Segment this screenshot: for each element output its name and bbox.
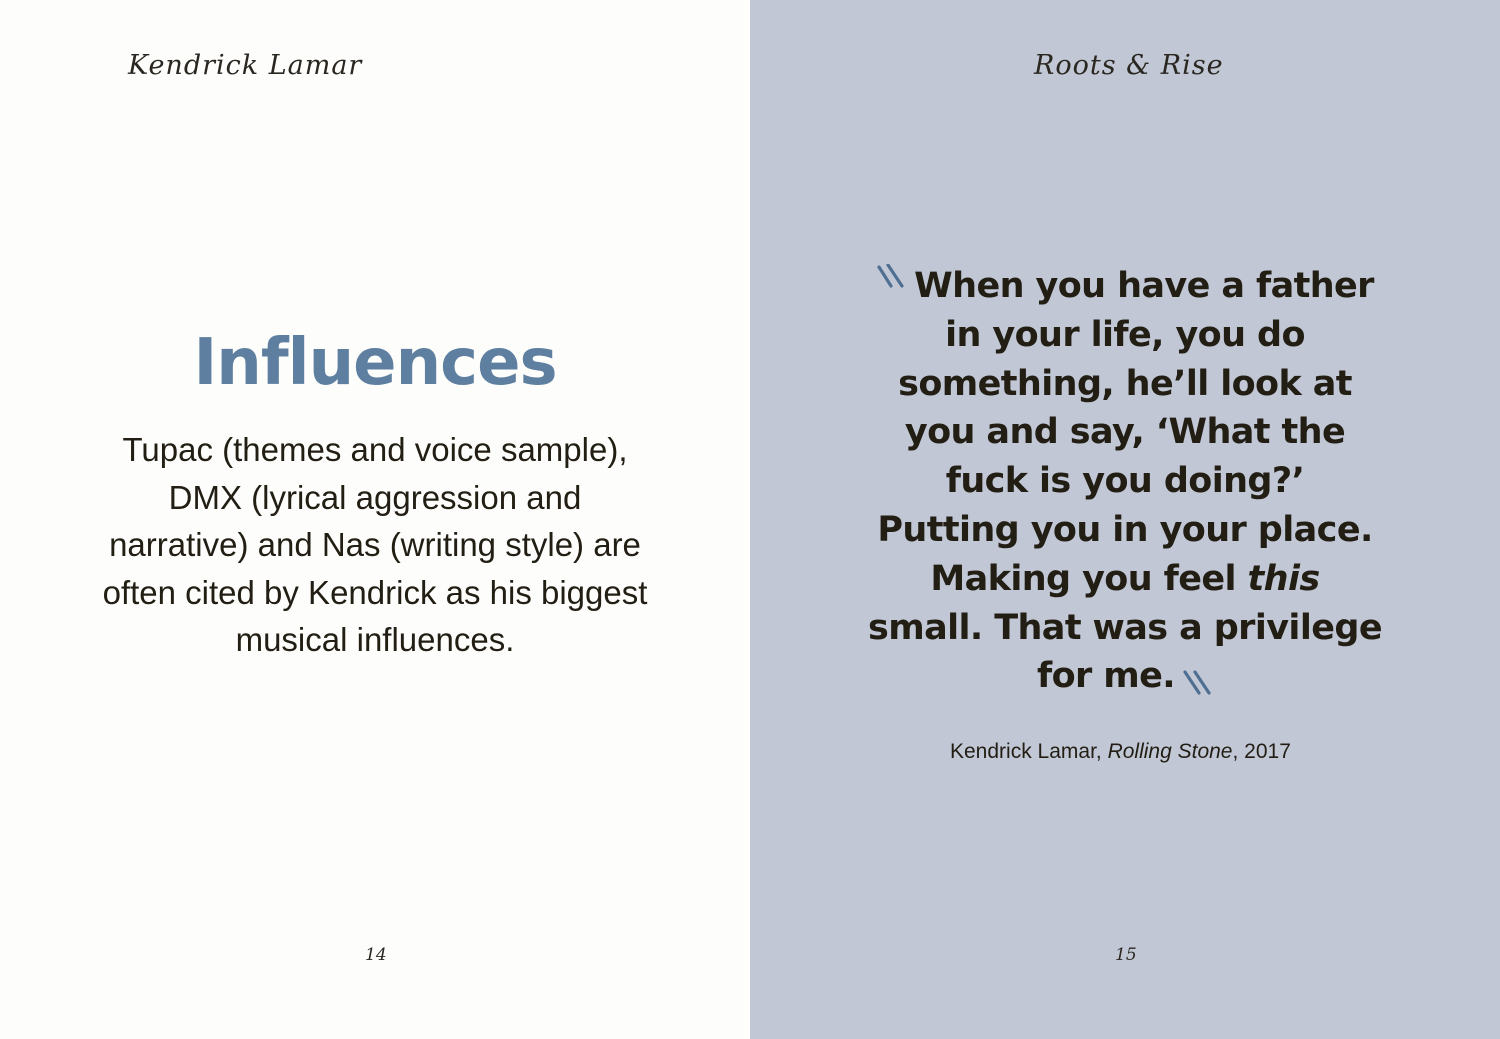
quote-line-2: in your life, you do — [945, 314, 1305, 355]
pull-quote — [820, 262, 1430, 701]
running-head-left: Kendrick Lamar — [128, 50, 363, 81]
quote-line-6: Putting you in your place. — [877, 509, 1373, 550]
close-quote-icon — [1181, 666, 1213, 696]
section-title: Influences — [193, 326, 557, 400]
page-number-right: 15 — [1115, 945, 1137, 965]
right-page — [750, 0, 1500, 1039]
quote-line-8: small. That was a privilege — [868, 607, 1382, 648]
open-quote-icon — [876, 264, 908, 294]
publication-name: Rolling Stone — [1107, 740, 1233, 763]
page-number-left: 14 — [365, 945, 387, 965]
section-body: Tupac (themes and voice sample), DMX (lyrical aggression and narrative) and Nas (writing style) are often cited by Kendrick as his biggest musical influences. — [102, 431, 648, 658]
quote-line-3: something, he’ll look at — [898, 363, 1352, 404]
quote-line-5: fuck is you doing?’ — [945, 461, 1305, 502]
running-head-right: Roots & Rise — [1034, 50, 1224, 81]
quote-attribution: Kendrick Lamar, Rolling Stone, 2017 — [950, 740, 1291, 763]
quote-line-4: you and say, ‘What the — [904, 412, 1346, 453]
quote-line-1: When you have a father — [820, 262, 1430, 311]
quote-emphasis: this — [1247, 558, 1320, 599]
quote-line-9: for me. — [820, 652, 1430, 701]
quote-line-7: Making you feel this — [930, 558, 1320, 599]
